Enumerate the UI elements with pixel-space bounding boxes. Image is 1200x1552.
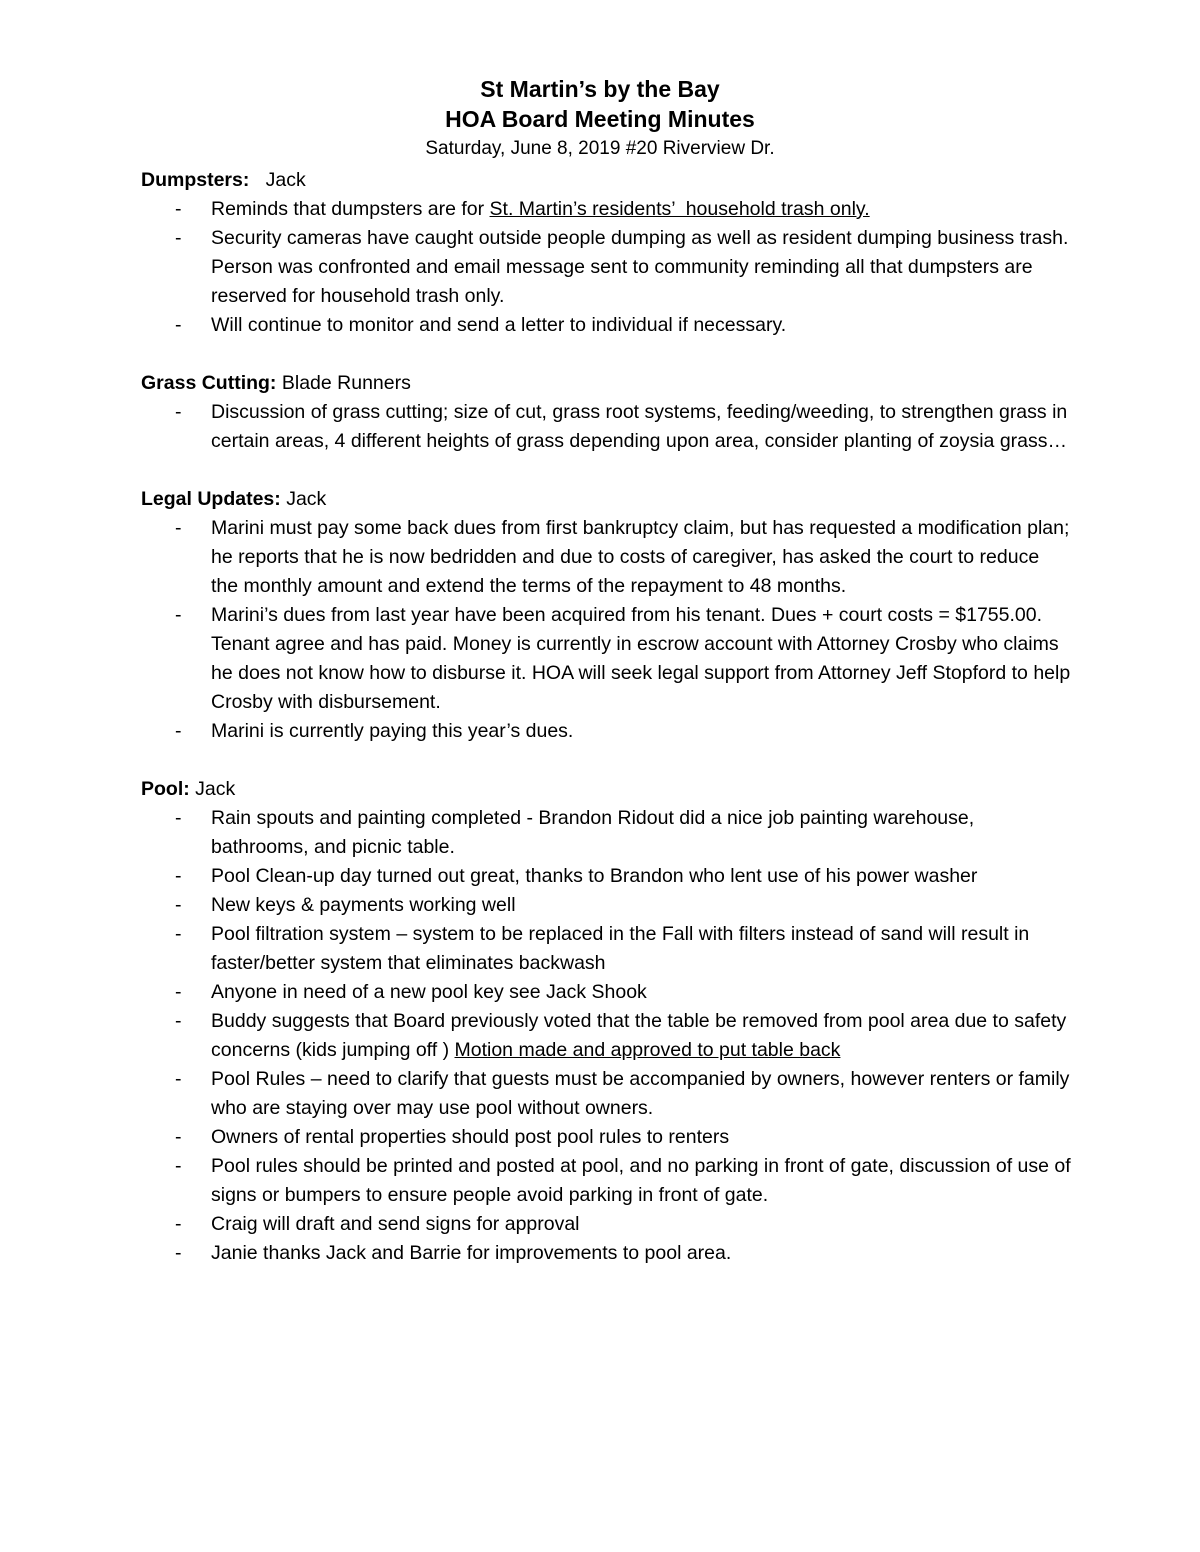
bullet-dash: -: [175, 517, 182, 539]
list-item-text: New keys & payments working well: [211, 894, 516, 916]
section-owner: Jack: [286, 488, 327, 510]
list-item: [141, 891, 1071, 920]
list-item-text: Craig will draft and send signs for approval: [211, 1213, 580, 1235]
list-item-text: Rain spouts and painting completed - Brandon Ridout did a nice job painting warehouse, bathrooms, and picnic table.: [211, 807, 980, 858]
list-item-text: Pool Clean-up day turned out great, thanks to Brandon who lent use of his power washer: [211, 865, 978, 887]
list-item-text: Marini must pay some back dues from first bankruptcy claim, but has requested a modification plan; he reports that he is now bedridden and due to costs of caregiver, has asked the court to reduce the monthly amount and extend the terms of the repayment to 48 months.: [211, 517, 1075, 597]
section-heading: [141, 775, 1071, 804]
section-label: Pool:: [141, 778, 190, 800]
list-item-text: Security cameras have caught outside people dumping as well as resident dumping business trash. Person was confronted and email message sent to community reminding all that dumpsters are reserved for household trash only.: [211, 227, 1074, 307]
bullet-dash: -: [175, 198, 182, 220]
list-item-text: Marini is currently paying this year’s dues.: [211, 720, 574, 742]
list-item: [141, 601, 1076, 717]
list-item: [141, 978, 1071, 1007]
list-item: [141, 311, 1071, 340]
bullet-dash: -: [175, 720, 182, 742]
document-title-line-1: St Martin’s by the Bay: [480, 76, 720, 102]
list-item: [141, 195, 1071, 224]
section-owner: Blade Runners: [281, 372, 411, 394]
document-title-line-2: HOA Board Meeting Minutes: [445, 106, 755, 132]
bullet-dash: -: [175, 604, 182, 626]
bullet-dash: -: [175, 401, 182, 423]
list-item-text: Janie thanks Jack and Barrie for improvements to pool area.: [211, 1242, 732, 1264]
list-item: [141, 717, 1071, 746]
bullet-dash: -: [175, 1213, 182, 1235]
bullet-dash: -: [175, 1242, 182, 1264]
list-item-text: Pool rules should be printed and posted at pool, and no parking in front of gate, discussion of use of signs or bumpers to ensure people avoid parking in front of gate.: [211, 1155, 1077, 1206]
list-item-text: Marini’s dues from last year have been acquired from his tenant. Dues + court costs = $1755.00. Tenant agree and has paid. Money is currently in escrow account with Attorney Crosby who claims he does not know how to disburse it. HOA will seek legal support from Attorney Jeff Stopford to help Crosby with disbursement.: [211, 604, 1076, 713]
list-item: [141, 804, 1071, 862]
bullet-dash: -: [175, 923, 182, 945]
list-item: [141, 862, 1071, 891]
list-item: [141, 920, 1071, 978]
bullet-dash: -: [175, 1068, 182, 1090]
list-item-text: Pool Rules – need to clarify that guests must be accompanied by owners, however renters or family who are staying over may use pool without owners.: [211, 1068, 1075, 1119]
list-item: [141, 1210, 1071, 1239]
section-legal-updates: [141, 485, 1076, 746]
list-item-text: Reminds that dumpsters are for: [211, 198, 490, 220]
bullet-list: [141, 195, 1074, 340]
list-item: [141, 1152, 1077, 1210]
bullet-dash: -: [175, 1010, 182, 1032]
document-header: [0, 74, 1200, 162]
section-dumpsters: [141, 166, 1074, 340]
section-heading: [141, 166, 1071, 195]
list-item: [141, 224, 1074, 311]
bullet-list: [141, 398, 1071, 456]
section-label: Legal Updates:: [141, 488, 281, 510]
bullet-dash: -: [175, 1155, 182, 1177]
bullet-dash: -: [175, 227, 182, 249]
list-item: [141, 1065, 1075, 1123]
bullet-dash: -: [175, 807, 182, 829]
list-item-underlined-text: Motion made and approved to put table back: [454, 1039, 841, 1061]
section-owner: Jack: [254, 169, 306, 191]
list-item-underlined-text: St. Martin’s residents’ household trash only.: [489, 198, 870, 220]
bullet-dash: -: [175, 865, 182, 887]
list-item: [141, 514, 1075, 601]
list-item-text: Anyone in need of a new pool key see Jack Shook: [211, 981, 647, 1003]
minutes-body: [141, 166, 1077, 1297]
list-item-text: Discussion of grass cutting; size of cut, grass root systems, feeding/weeding, to strengthen grass in certain areas, 4 different heights of grass depending upon area, consider planting of zoysia grass…: [211, 401, 1073, 452]
bullet-dash: -: [175, 314, 182, 336]
list-item: [141, 1123, 1071, 1152]
list-item-text: Buddy suggests that Board previously voted that the table be removed from pool area due to safety concerns (kids jumping off ): [211, 1010, 1072, 1061]
list-item: [141, 1239, 1071, 1268]
section-heading: [141, 369, 1071, 398]
list-item: [141, 1007, 1071, 1065]
bullet-list: [141, 804, 1077, 1268]
meeting-date-location: Saturday, June 8, 2019 #20 Riverview Dr.: [425, 138, 775, 159]
section-heading: [141, 485, 1071, 514]
section-pool: [141, 775, 1077, 1268]
bullet-list: [141, 514, 1076, 746]
section-label: Dumpsters:: [141, 169, 250, 191]
bullet-dash: -: [175, 894, 182, 916]
bullet-dash: -: [175, 981, 182, 1003]
bullet-dash: -: [175, 1126, 182, 1148]
section-grass-cutting: [141, 369, 1071, 456]
list-item-text: Pool filtration system – system to be replaced in the Fall with filters instead of sand will result in faster/better system that eliminates backwash: [211, 923, 1035, 974]
section-label: Grass Cutting:: [141, 372, 277, 394]
list-item-text: Owners of rental properties should post pool rules to renters: [211, 1126, 730, 1148]
list-item-text: Will continue to monitor and send a letter to individual if necessary.: [211, 314, 787, 336]
section-owner: Jack: [195, 778, 236, 800]
list-item: [141, 398, 1071, 456]
